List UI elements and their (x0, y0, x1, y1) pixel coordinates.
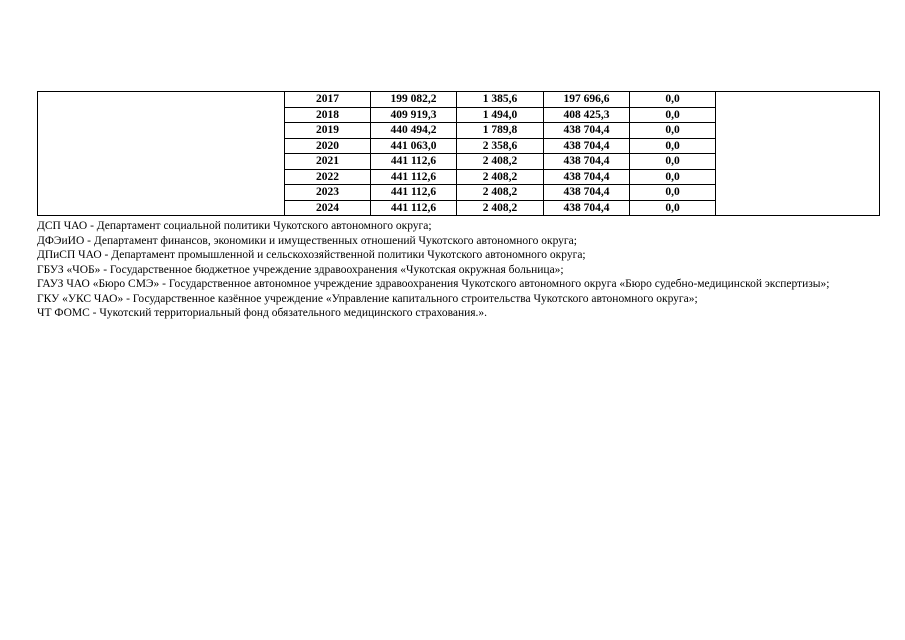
value-cell: 438 704,4 (544, 185, 630, 201)
value-cell: 2 408,2 (457, 154, 544, 170)
year-cell: 2024 (285, 200, 371, 216)
total-cell: 409 919,3 (371, 107, 457, 123)
abbreviation-note: ДПиСП ЧАО - Департамент промышленной и сельскохозяйственной политики Чукотского автономного округа; (37, 249, 586, 261)
value-cell: 2 408,2 (457, 200, 544, 216)
value-cell: 0,0 (630, 169, 716, 185)
value-cell: 2 408,2 (457, 185, 544, 201)
value-cell: 0,0 (630, 200, 716, 216)
value-cell: 0,0 (630, 185, 716, 201)
right-blank-cell (716, 92, 880, 216)
value-cell: 408 425,3 (544, 107, 630, 123)
year-cell: 2018 (285, 107, 371, 123)
value-cell: 2 358,6 (457, 138, 544, 154)
year-cell: 2019 (285, 123, 371, 139)
abbreviation-note: ДСП ЧАО - Департамент социальной политики Чукотского автономного округа; (37, 220, 432, 232)
value-cell: 438 704,4 (544, 123, 630, 139)
total-cell: 440 494,2 (371, 123, 457, 139)
value-cell: 0,0 (630, 154, 716, 170)
left-blank-cell (38, 92, 285, 216)
total-cell: 199 082,2 (371, 92, 457, 108)
abbreviation-note: ЧТ ФОМС - Чукотский территориальный фонд обязательного медицинского страхования.». (37, 307, 488, 319)
year-cell: 2023 (285, 185, 371, 201)
value-cell: 1 385,6 (457, 92, 544, 108)
value-cell: 197 696,6 (544, 92, 630, 108)
total-cell: 441 112,6 (371, 200, 457, 216)
value-cell: 438 704,4 (544, 200, 630, 216)
value-cell: 0,0 (630, 107, 716, 123)
value-cell: 438 704,4 (544, 138, 630, 154)
value-cell: 2 408,2 (457, 169, 544, 185)
year-cell: 2017 (285, 92, 371, 108)
total-cell: 441 112,6 (371, 169, 457, 185)
total-cell: 441 112,6 (371, 154, 457, 170)
value-cell: 0,0 (630, 123, 716, 139)
funding-table (37, 91, 880, 216)
value-cell: 1 494,0 (457, 107, 544, 123)
abbreviation-note: ДФЭиИО - Департамент финансов, экономики и имущественных отношений Чукотского автономного округа; (37, 234, 577, 247)
value-cell: 0,0 (630, 92, 716, 108)
total-cell: 441 112,6 (371, 185, 457, 201)
year-cell: 2022 (285, 169, 371, 185)
value-cell: 0,0 (630, 138, 716, 154)
value-cell: 438 704,4 (544, 154, 630, 170)
abbreviation-note: ГБУЗ «ЧОБ» - Государственное бюджетное учреждение здравоохранения «Чукотская окружная больница»; (37, 263, 564, 276)
table-row (38, 92, 880, 108)
abbreviations-list (37, 219, 877, 321)
abbreviation-note: ГКУ «УКС ЧАО» - Государственное казённое учреждение «Управление капитального строительства Чукотского автономного округа»; (37, 292, 698, 305)
abbreviation-note: ГАУЗ ЧАО «Бюро СМЭ» - Государственное автономное учреждение здравоохранения Чукотского автономного округа «Бюро судебно-медицинской экспертизы»; (37, 278, 830, 290)
year-cell: 2020 (285, 138, 371, 154)
value-cell: 438 704,4 (544, 169, 630, 185)
value-cell: 1 789,8 (457, 123, 544, 139)
year-cell: 2021 (285, 154, 371, 170)
total-cell: 441 063,0 (371, 138, 457, 154)
